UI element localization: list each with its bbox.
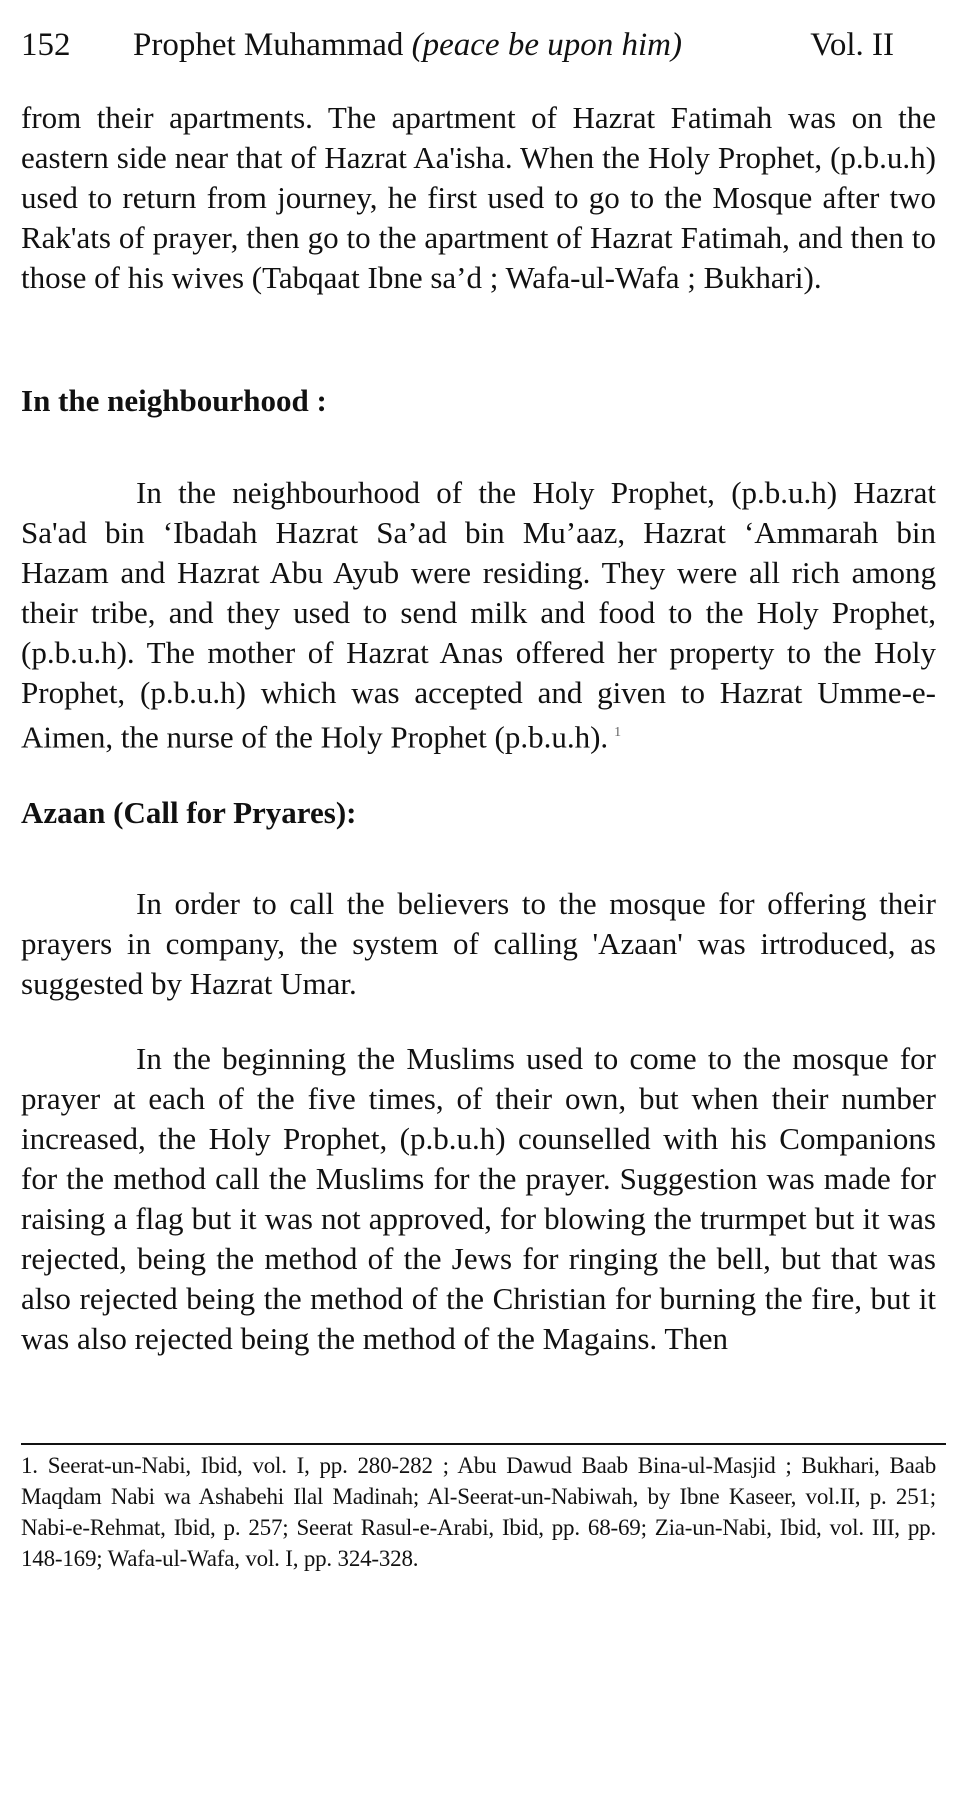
book-title-italic: (peace be upon him): [411, 27, 682, 63]
volume-label: Vol. II: [810, 27, 894, 63]
paragraph-text: In order to call the believers to the mosque for offering their prayers in company, the system of calling 'Azaan' was irtroduced, as suggested by Hazrat Umar.: [21, 886, 936, 1001]
heading-text: In the neighbourhood :: [21, 383, 327, 418]
paragraph-3: [21, 884, 936, 1004]
paragraph-2: [21, 473, 936, 757]
book-title-main: Prophet Muhammad: [133, 27, 404, 63]
page-number: 152: [21, 27, 71, 63]
heading-text: Azaan (Call for Pryares):: [21, 795, 357, 830]
paragraph-text: [21, 473, 936, 757]
paragraph-text: from their apartments. The apartment of Hazrat Fatimah was on the eastern side near that of Hazrat Aa'isha. When the Holy Prophet, (p.b.u.h) used to return from journey, he first used to go to the Mosque after two Rak'ats of prayer, then go to the apartment of Hazrat Fatimah, and then to those of his wives (Tabqaat Ibne sa’d ; Wafa-ul-Wafa ; Bukhari).: [21, 100, 936, 295]
running-header: [21, 20, 936, 70]
paragraph-1: [21, 98, 936, 298]
paragraph-2-text: In the neighbourhood of the Holy Prophet, (p.b.u.h) Hazrat Sa'ad bin ‘Ibadah Hazrat Sa’ad bin Mu’aaz, Hazrat ‘Ammarah bin Hazam and Hazrat Abu Ayub were residing. They were all rich among their tribe, and they used to send milk and food to the Holy Prophet, (p.b.u.h). The mother of Hazrat Anas offered her property to the Holy Prophet, (p.b.u.h) which was accepted and given to Hazrat Umme-e-Aimen, the nurse of the Holy Prophet (p.b.u.h).: [21, 475, 936, 755]
section-heading-neighbourhood: [21, 381, 936, 421]
section-heading-azaan: [21, 793, 936, 833]
footnote-divider: [21, 1443, 946, 1445]
footnote-reference[interactable]: 1: [614, 725, 622, 740]
paragraph-4: [21, 1039, 936, 1359]
footnote-text: 1. Seerat-un-Nabi, Ibid, vol. I, pp. 280-282 ; Abu Dawud Baab Bina-ul-Masjid ; Bukhari, Baab Maqdam Nabi wa Ashabehi Ilal Madinah; Al-Seerat-un-Nabiwah, by Ibne Kaseer, vol.II, p. 251; Nabi-e-Rehmat, Ibid, p. 257; Seerat Rasul-e-Arabi, Ibid, pp. 68-69; Zia-un-Nabi, Ibid, vol. III, pp. 148-169; Wafa-ul-Wafa, vol. I, pp. 324-328.: [21, 1453, 936, 1571]
footnote: [21, 1450, 936, 1574]
book-title: [133, 20, 682, 70]
paragraph-text: In the beginning the Muslims used to come to the mosque for prayer at each of the five times, of their own, but when their number increased, the Holy Prophet, (p.b.u.h) counselled with his Companions for the method call the Muslims for the prayer. Suggestion was made for raising a flag but it was not approved, for blowing the trurmpet but it was rejected, being the method of the Jews for ringing the bell, but that was also rejected being the method of the Christian for burning the fire, but it was also rejected being the method of the Magains. Then: [21, 1041, 936, 1356]
